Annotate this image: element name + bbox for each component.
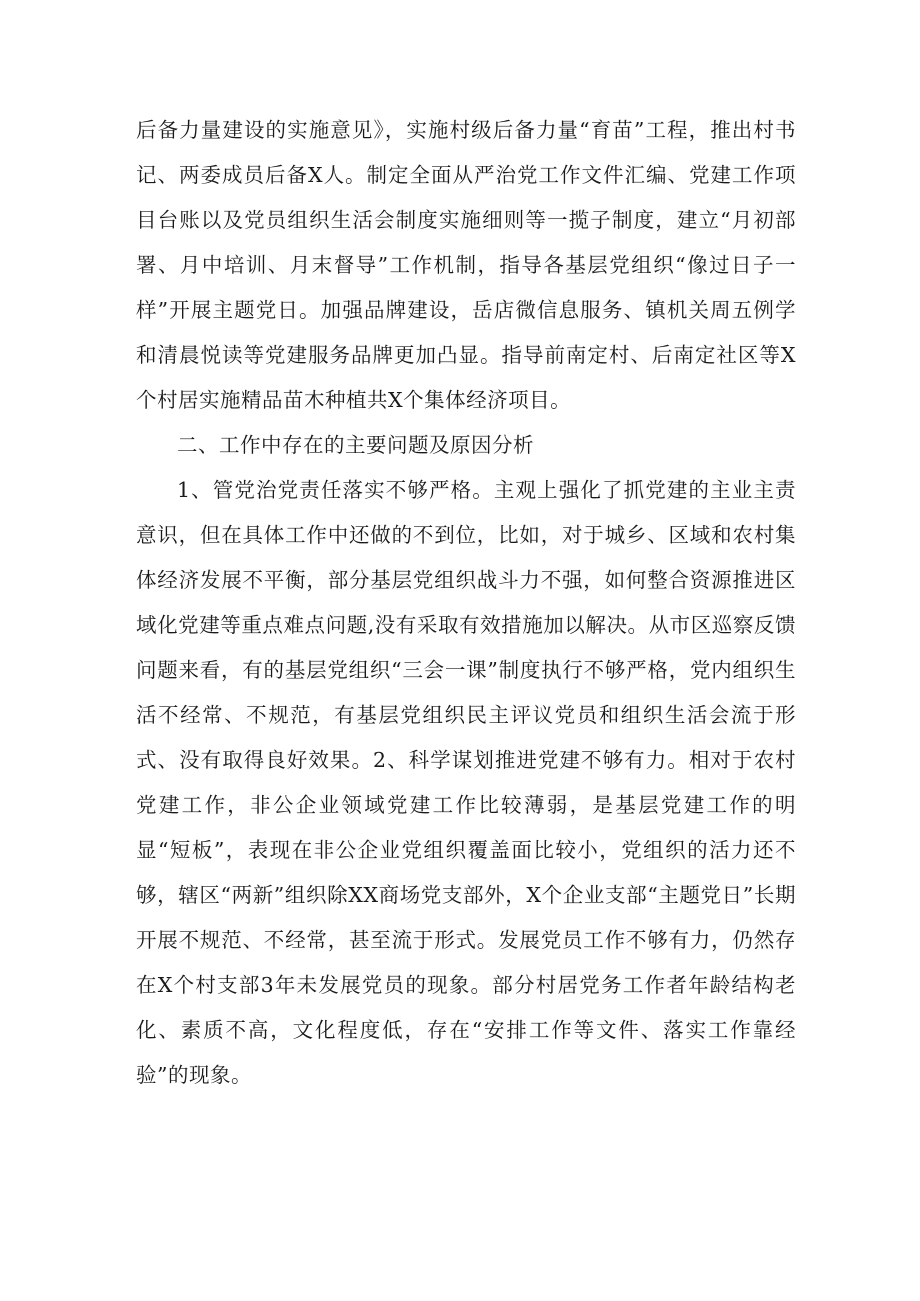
section-heading-problems: 二、工作中存在的主要问题及原因分析 — [177, 433, 534, 457]
paragraph-problems: 1、管党治党责任落实不够严格。主观上强化了抓党建的主业主责意识，但在具体工作中还做的不到位，比如，对于城乡、区域和农村集体经济发展不平衡，部分基层党组织战斗力不强，如何整合资源推进区域化党建等重点难点问题,没有采取有效措施加以解决。从市区巡察反馈问题来看，有的基层党组织“三会一课”制度执行不够严格，党内组织生活不经常、不规范，有基层党组织民主评议党员和组织生活会流于形式、没有取得良好效果。2、科学谋划推进党建不够有力。相对于农村党建工作，非公企业领域党建工作比较薄弱，是基层党建工作的明显“短板”，表现在非公企业党组织覆盖面比较小，党组织的活力还不够，辖区“两新”组织除XX商场党支部外，X个企业支部“主题党日”长期开展不规范、不经常，甚至流于形式。发展党员工作不够有力，仍然存在X个村支部3年未发展党员的现象。部分村居党务工作者年龄结构老化、素质不高，文化程度低，存在“安排工作等文件、落实工作靠经验”的现象。 — [136, 478, 796, 1087]
paragraph-achievements: 后备力量建设的实施意见》，实施村级后备力量“育苗”工程，推出村书记、两委成员后备X人。制定全面从严治党工作文件汇编、党建工作项目台账以及党员组织生活会制度实施细则等一揽子制度，建立“月初部署、月中培训、月末督导”工作机制，指导各基层党组织“像过日子一样”开展主题党日。加强品牌建设，岳店微信息服务、镇机关周五例学和清晨悦读等党建服务品牌更加凸显。指导前南定村、后南定社区等X个村居实施精品苗木种植共X个集体经济项目。 — [136, 118, 796, 412]
document-body — [136, 108, 796, 1098]
